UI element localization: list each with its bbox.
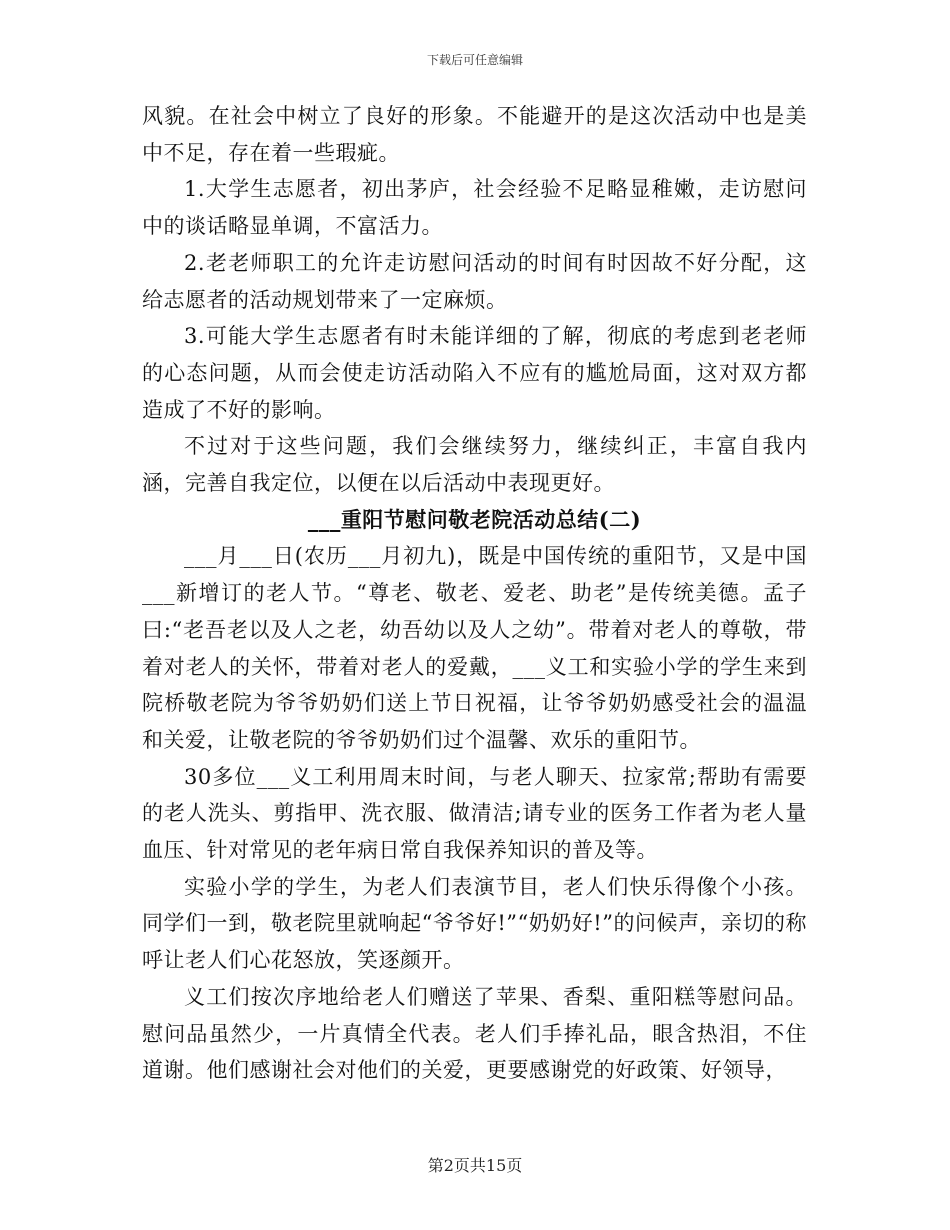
paragraph-students: 实验小学的学生，为老人们表演节目，老人们快乐得像个小孩。同学们一到，敬老院里就响起“爷爷好!”“奶奶好!”的问候声，亲切的称呼让老人们心花怒放，笑逐颜开。 <box>142 874 807 973</box>
paragraph-conclusion: 不过对于这些问题，我们会继续努力，继续纠正，丰富自我内涵，完善自我定位，以便在以后活动中表现更好。 <box>142 434 807 496</box>
paragraph-intro: ___月___日(农历___月初九)，既是中国传统的重阳节，又是中国___新增订的老人节。“尊老、敬老、爱老、助老”是传统美德。孟子曰:“老吾老以及人之老，幼吾幼以及人之幼”。带着对老人的尊敬，带着对老人的关怀，带着对老人的爱戴，___义工和实验小学的学生来到院桥敬老院为爷爷奶奶们送上节日祝福，让爷爷奶奶感受社会的温温和关爱，让敬老院的爷爷奶奶们过个温馨、欢乐的重阳节。 <box>142 544 807 752</box>
paragraph-item-3: 3.可能大学生志愿者有时未能详细的了解，彻底的考虑到老老师的心态问题，从而会使走访活动陷入不应有的尴尬局面，这对双方都造成了不好的影响。 <box>142 324 807 422</box>
paragraph-gifts: 义工们按次序地给老人们赠送了苹果、香梨、重阳糕等慰问品。慰问品虽然少，一片真情全代表。老人们手捧礼品，眼含热泪，不住道谢。他们感谢社会对他们的关爱，更要感谢党的好政策、好领导， <box>142 984 807 1083</box>
document-body <box>142 98 807 1089</box>
paragraph-continuation: 风貌。在社会中树立了良好的形象。不能避开的是这次活动中也是美中不足，存在着一些瑕疵。 <box>142 104 807 165</box>
paragraph-volunteers: 30多位___义工利用周末时间，与老人聊天、拉家常;帮助有需要的老人洗头、剪指甲、洗衣服、做清洁;请专业的医务工作者为老人量血压、针对常见的老年病日常自我保养知识的普及等。 <box>142 764 807 863</box>
paragraph-item-1: 1.大学生志愿者，初出茅庐，社会经验不足略显稚嫩，走访慰问中的谈话略显单调，不富活力。 <box>142 177 807 239</box>
paragraph-item-2: 2.老老师职工的允许走访慰问活动的时间有时因故不好分配，这给志愿者的活动规划带来了一定麻烦。 <box>142 250 807 312</box>
page-header: 下载后可任意编辑 <box>426 53 523 67</box>
page-number: 第2页共15页 <box>427 1156 523 1175</box>
section-title: ___重阳节慰问敬老院活动总结(二) <box>307 506 642 532</box>
